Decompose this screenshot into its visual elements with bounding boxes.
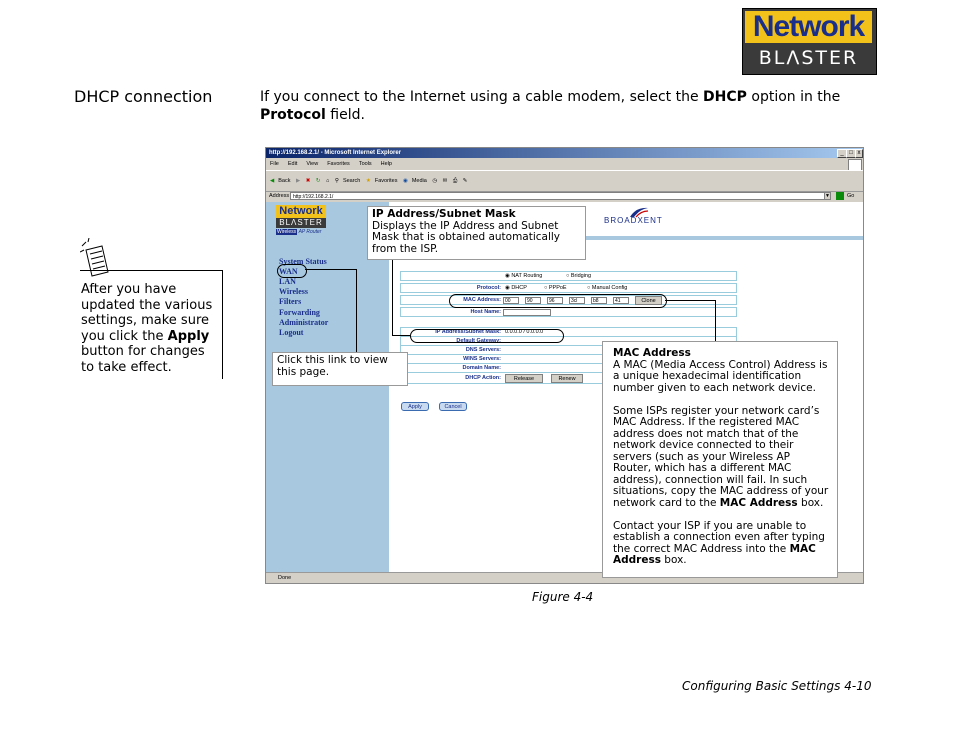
note-text-part: button for changes to take effect. — [81, 344, 205, 375]
menu-help[interactable]: Help — [380, 161, 392, 167]
browser-title: http://192.168.2.1/ - Microsoft Internet Explorer — [269, 150, 402, 156]
go-arrow-icon[interactable] — [836, 192, 844, 200]
mac-field-3[interactable]: 96 — [547, 297, 563, 304]
manual-config-label: Manual Config — [591, 285, 628, 291]
address-bar — [266, 190, 863, 202]
mac-callout-para2-end: box. — [797, 496, 824, 509]
minimize-icon[interactable]: _ — [837, 149, 847, 158]
mac-callout-para1: A MAC (Media Access Control) Address is a unique hexadecimal identification number given to each network device. — [613, 358, 828, 394]
intro-paragraph — [260, 88, 880, 124]
mac-address-label: MAC Address: — [463, 297, 501, 303]
mac-leader-line — [715, 300, 716, 342]
mac-callout-para2: Some ISPs register your network card’s MAC Address. If the registered MAC address does not match that of the network device connected to their servers (such as your Wireless AP Router, which has a different MAC address), connection will fail. In such situations, copy the MAC address of your network card to the — [613, 404, 829, 509]
address-label: Address — [269, 193, 290, 199]
logo-text-network: Network — [745, 11, 872, 43]
manual-config-radio[interactable]: ○ Manual Config — [587, 285, 628, 291]
protocol-label: Protocol: — [476, 285, 501, 291]
page-footer: Configuring Basic Settings 4-10 — [682, 679, 872, 693]
clone-button[interactable]: Clone — [635, 296, 662, 305]
mac-callout-para3-end: box. — [660, 554, 687, 566]
broadxent-brand: BROADXENT — [604, 216, 663, 225]
wan-callout-text: Click this link to view this page. — [277, 354, 388, 378]
router-logo-bottom: BLΛSTER — [276, 218, 326, 228]
print-icon[interactable]: ⎙ — [452, 178, 458, 184]
mac-callout-para3: Contact your ISP if you are unable to establish a connection even after typing the correct MAC Address into the — [613, 519, 825, 555]
form-row-protocol — [400, 283, 737, 293]
search-button[interactable]: Search — [342, 178, 361, 184]
ip-highlight-oval — [410, 329, 564, 343]
edit-icon[interactable]: ✎ — [462, 178, 468, 184]
go-button[interactable]: Go — [847, 193, 855, 199]
menu-view[interactable]: View — [306, 161, 319, 167]
nav-system-status[interactable]: System Status — [279, 257, 327, 266]
mac-address-callout — [602, 341, 838, 578]
status-text: Done — [278, 575, 292, 581]
stop-icon[interactable]: ✖ — [305, 178, 311, 184]
nav-forwarding[interactable]: Forwarding — [279, 308, 320, 317]
home-icon[interactable]: ⌂ — [326, 178, 330, 184]
mac-field-2[interactable]: 90 — [525, 297, 541, 304]
section-title: DHCP connection — [74, 87, 213, 106]
wan-callout — [272, 352, 408, 386]
nav-wan[interactable]: WAN — [279, 267, 298, 276]
host-name-label: Host Name: — [470, 309, 501, 315]
intro-text: field. — [325, 107, 365, 123]
mac-highlight-oval — [449, 294, 667, 308]
wan-leader-line — [305, 269, 357, 270]
wan-leader-line — [356, 269, 357, 353]
mac-callout-title: MAC Address — [613, 347, 691, 359]
domain-label: Domain Name: — [462, 365, 501, 371]
note-text — [81, 282, 221, 375]
nav-filters[interactable]: Filters — [279, 297, 302, 306]
favorites-star-icon[interactable]: ★ — [365, 178, 371, 184]
address-input[interactable]: http://192.168.2.1/ — [290, 192, 830, 200]
search-icon[interactable]: ⚲ — [334, 178, 339, 184]
dhcp-radio[interactable]: ◉ DHCP — [505, 285, 527, 291]
nav-lan[interactable]: LAN — [279, 277, 296, 286]
nav-wireless[interactable]: Wireless — [279, 287, 309, 296]
nat-routing-label: NAT Routing — [511, 273, 543, 279]
ip-callout-text: Displays the IP Address and Subnet Mask that is obtained automatically from the ISP. — [372, 219, 561, 255]
maximize-icon[interactable]: □ — [846, 149, 856, 158]
refresh-icon[interactable]: ↻ — [315, 178, 321, 184]
mac-callout-bold: MAC Address — [613, 542, 816, 566]
bridging-radio[interactable]: ○ Bridging — [566, 273, 592, 279]
menu-bar — [266, 159, 863, 169]
pppoe-label: PPPoE — [548, 285, 567, 291]
nav-logout[interactable]: Logout — [279, 328, 304, 337]
menu-tools[interactable]: Tools — [358, 161, 372, 167]
mac-callout-bold: MAC Address — [719, 496, 798, 509]
ip-subnet-callout — [367, 206, 586, 260]
gateway-label: Default Gateway: — [456, 338, 501, 344]
ip-subnet-label: IP Address/Subnet Mask: — [435, 329, 501, 335]
router-logo-sub-wireless: Wireless — [277, 229, 297, 235]
network-blaster-logo — [742, 8, 877, 75]
router-logo — [276, 205, 326, 237]
ip-leader-line — [392, 258, 393, 336]
intro-text: option in the — [746, 89, 841, 105]
menu-file[interactable]: File — [270, 161, 279, 167]
address-dropdown-icon[interactable]: ▼ — [825, 193, 830, 199]
intro-bold-protocol: Protocol — [260, 107, 326, 123]
nat-routing-radio[interactable]: ◉ NAT Routing — [505, 273, 543, 279]
intro-text: If you connect to the Internet using a cable modem, select the — [260, 89, 704, 105]
note-bold-apply: Apply — [167, 328, 210, 344]
nav-administrator[interactable]: Administrator — [279, 318, 329, 327]
history-icon[interactable]: ◷ — [432, 178, 438, 184]
menu-edit[interactable]: Edit — [287, 161, 298, 167]
browser-toolbar — [266, 170, 863, 192]
host-name-input[interactable] — [503, 309, 551, 316]
release-button[interactable]: Release — [505, 374, 543, 383]
mac-field-6[interactable]: 41 — [613, 297, 629, 304]
intro-bold-dhcp: DHCP — [703, 89, 747, 105]
back-arrow-icon[interactable]: ◀ — [270, 178, 275, 184]
cancel-button[interactable]: Cancel — [439, 402, 467, 411]
favorites-button[interactable]: Favorites — [374, 178, 398, 184]
mac-field-1[interactable]: 00 — [503, 297, 519, 304]
mac-leader-line — [665, 300, 716, 301]
pppoe-radio[interactable]: ○ PPPoE — [544, 285, 567, 291]
note-text-part: After you have updated the various settings, make sure you click the — [81, 282, 213, 344]
renew-button[interactable]: Renew — [551, 374, 583, 383]
menu-favorites[interactable]: Favorites — [327, 161, 350, 167]
dhcp-label: DHCP — [511, 285, 527, 291]
browser-titlebar — [266, 148, 863, 158]
ip-callout-title: IP Address/Subnet Mask — [372, 208, 516, 220]
close-icon[interactable]: x — [855, 149, 863, 158]
dhcp-action-label: DHCP Action: — [465, 375, 501, 381]
figure-caption: Figure 4-4 — [532, 590, 594, 604]
mac-field-5[interactable]: b8 — [591, 297, 607, 304]
wins-label: WINS Servers: — [463, 356, 501, 362]
wan-highlight-oval — [277, 264, 307, 278]
router-logo-sub-ap: AP Router — [298, 229, 322, 235]
dns-label: DNS Servers: — [465, 347, 501, 353]
media-button[interactable]: Media — [411, 178, 427, 184]
ip-subnet-value: 0.0.0.0 / 0.0.0.0 — [505, 329, 544, 335]
back-button[interactable]: Back — [278, 178, 291, 184]
logo-text-blaster: BLΛSTER — [758, 47, 859, 69]
mac-field-4[interactable]: 3cl — [569, 297, 585, 304]
media-icon[interactable]: ◉ — [403, 178, 408, 184]
form-row-mode — [400, 271, 737, 281]
bridging-label: Bridging — [570, 273, 592, 279]
router-logo-sub — [276, 228, 326, 236]
forward-arrow-icon[interactable]: ▶ — [296, 178, 301, 184]
mail-icon[interactable]: ✉ — [442, 178, 448, 184]
form-row-host — [400, 307, 737, 317]
router-logo-top: Network — [276, 205, 326, 218]
ip-leader-line — [392, 335, 410, 336]
apply-button[interactable]: Apply — [401, 402, 429, 411]
